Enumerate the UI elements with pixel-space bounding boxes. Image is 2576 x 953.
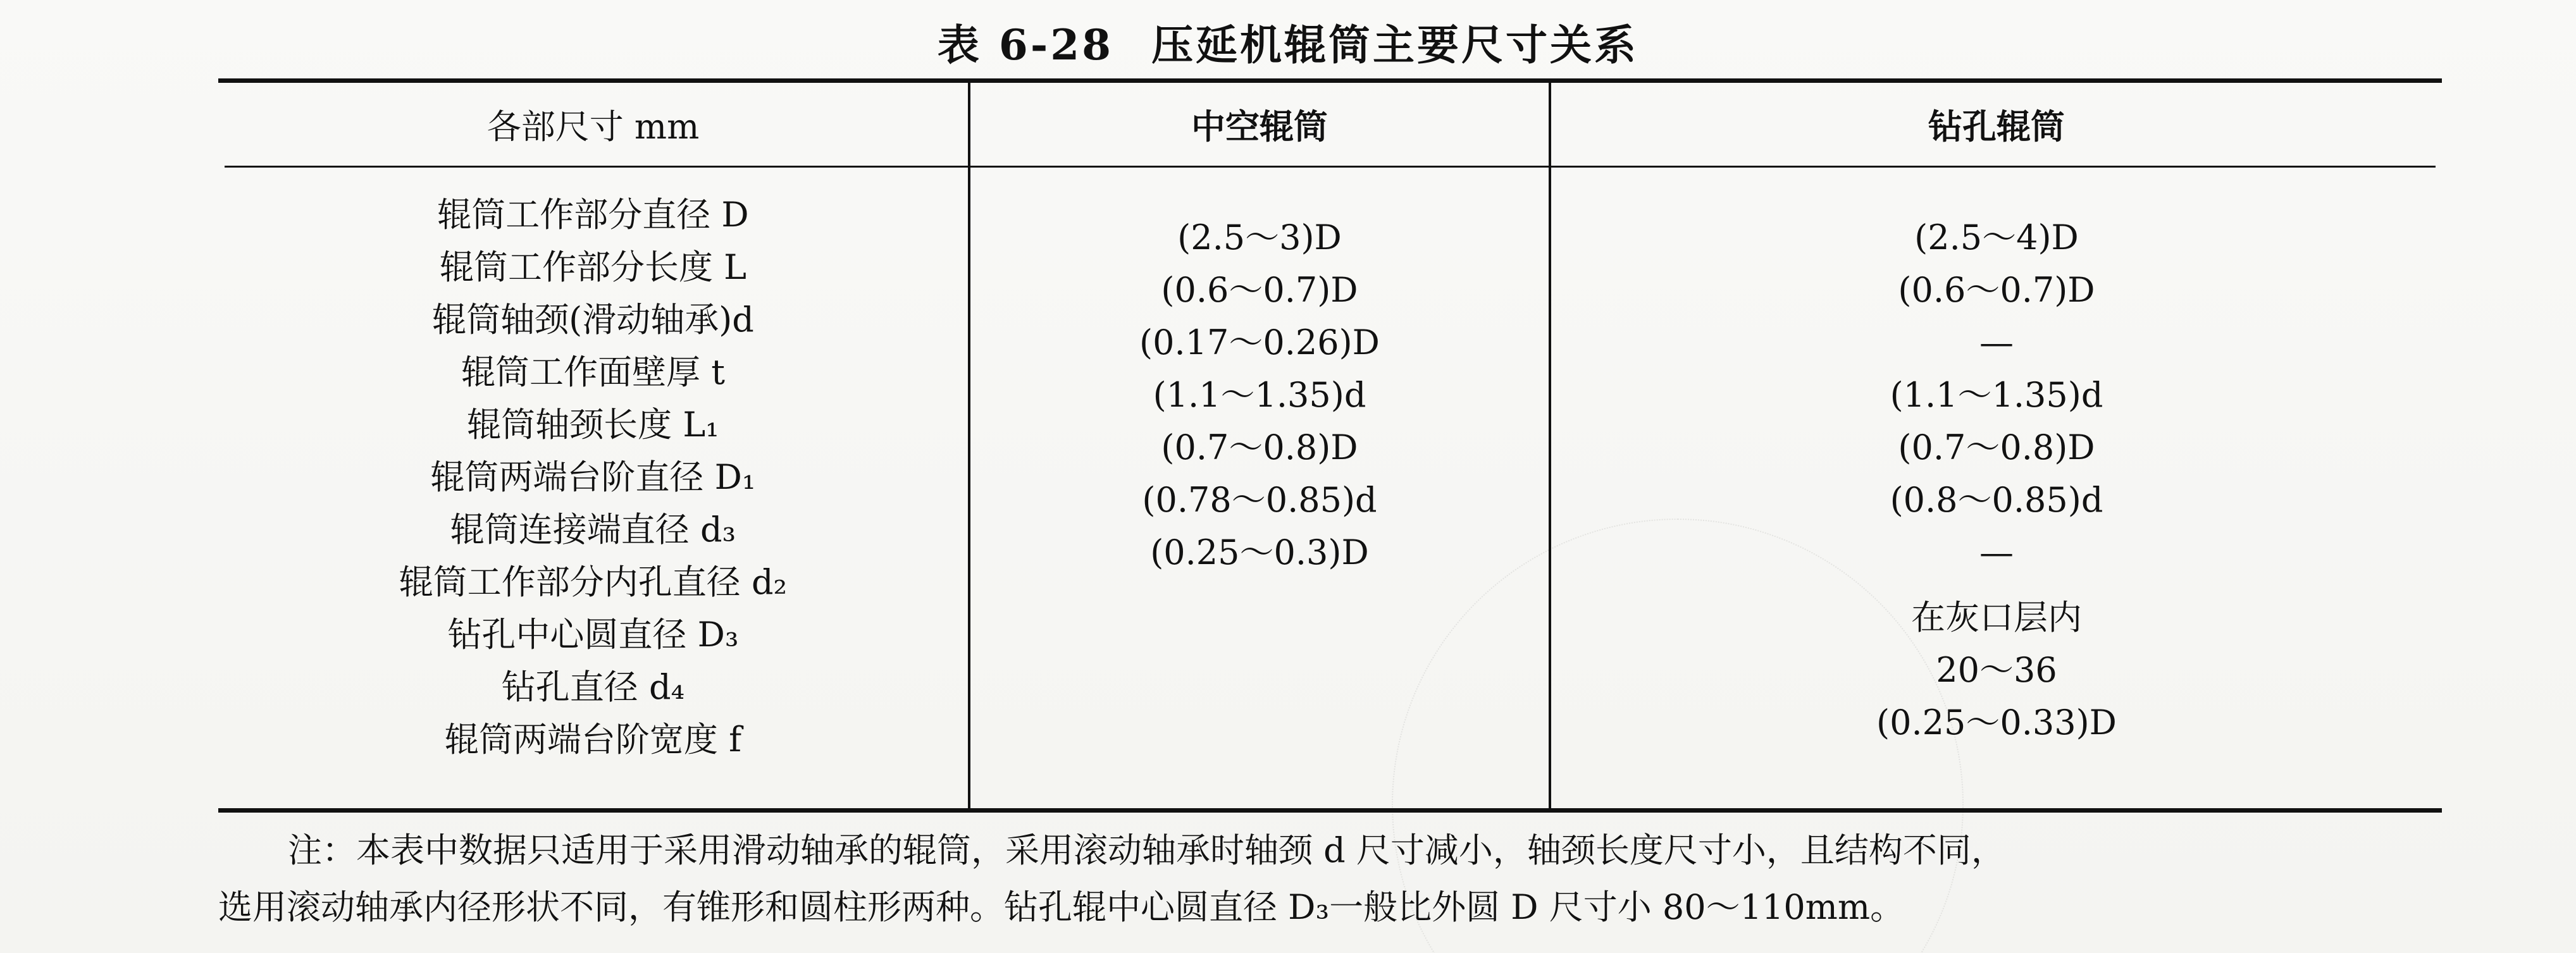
table-header-rule — [225, 166, 2436, 168]
row-label: 辊筒工作部分直径 D — [437, 195, 749, 235]
hollow-value: (0.25～0.3)D — [1150, 532, 1369, 572]
drilled-value: (0.25～0.33)D — [1876, 703, 2117, 742]
header-dimensions: 各部尺寸 mm — [486, 107, 700, 147]
row-label: 辊筒工作部分内孔直径 d₂ — [399, 562, 788, 602]
drilled-value: (1.1～1.35)d — [1890, 375, 2103, 415]
hollow-value: (0.17～0.26)D — [1139, 323, 1380, 362]
drilled-value: — — [1979, 323, 2014, 362]
row-label: 钻孔直径 d₄ — [501, 667, 685, 707]
row-label: 辊筒工作部分长度 L — [439, 247, 747, 287]
drilled-value: 在灰口层内 — [1911, 598, 2082, 637]
header-hollow-roll: 中空辊筒 — [1191, 106, 1328, 147]
hollow-value: (2.5～3)D — [1177, 218, 1342, 257]
header-drilled-roll: 钻孔辊筒 — [1928, 106, 2065, 147]
drilled-value: 20～36 — [1936, 650, 2057, 690]
row-label: 辊筒轴颈长度 L₁ — [467, 405, 719, 445]
drilled-roll-column — [1551, 211, 2442, 749]
row-label: 辊筒轴颈(滑动轴承)d — [432, 300, 754, 340]
hollow-value: (0.78～0.85)d — [1142, 480, 1377, 520]
hollow-roll-column — [970, 211, 1549, 579]
row-labels-column — [218, 188, 968, 766]
row-label: 辊筒两端台阶宽度 f — [444, 720, 742, 759]
table-title — [0, 11, 2576, 71]
note-line-2: 选用滚动轴承内径形状不同，有锥形和圆柱形两种。钻孔辊中心圆直径 D₃一般比外圆 D 尺寸小 80～110mm。 — [218, 887, 1905, 927]
row-label: 辊筒工作面壁厚 t — [461, 352, 725, 392]
drilled-value: (0.8～0.85)d — [1890, 480, 2103, 520]
table-bottom-rule — [218, 808, 2442, 813]
note-line-1: 注：本表中数据只适用于采用滑动轴承的辊筒，采用滚动轴承时轴颈 d 尺寸减小，轴颈长度尺寸小，且结构不同， — [288, 830, 2005, 870]
row-label: 辊筒连接端直径 d₃ — [450, 510, 736, 550]
row-label: 钻孔中心圆直径 D₃ — [447, 615, 739, 655]
row-label: 辊筒两端台阶直径 D₁ — [430, 457, 756, 497]
table-number: 表 6-28 — [937, 20, 1114, 70]
table-title-text: 压延机辊筒主要尺寸关系 — [1151, 20, 1639, 70]
drilled-value: (0.6～0.7)D — [1898, 270, 2095, 310]
drilled-value: (2.5～4)D — [1914, 218, 2079, 257]
hollow-value: (1.1～1.35)d — [1153, 375, 1366, 415]
drilled-value: — — [1979, 532, 2014, 572]
table-top-rule — [218, 78, 2442, 83]
table-note — [218, 822, 2445, 936]
hollow-value: (0.7～0.8)D — [1161, 427, 1358, 467]
drilled-value: (0.7～0.8)D — [1898, 427, 2095, 467]
hollow-value: (0.6～0.7)D — [1161, 270, 1358, 310]
